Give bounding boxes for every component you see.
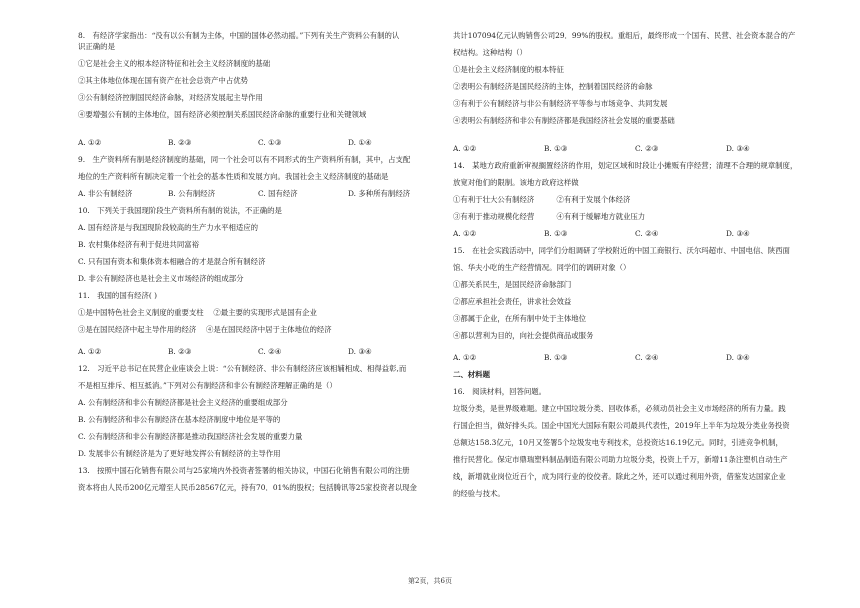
q14-stem-line-1: 14. 某地方政府重新审视搁置经济的作用，划定区域和时段让小摊贩有序经营；清理不合理的规章制度， — [453, 161, 798, 170]
q11-option-b: B. ②③ — [168, 347, 192, 356]
q14-stem-line-2: 放宽对他们的限制。该地方政府这样做 — [453, 178, 579, 187]
q16-stem: 16. 阅读材料，回答问题。 — [453, 387, 547, 396]
q8-stem-line-2: 识正确的是 — [78, 42, 115, 51]
q9-options — [78, 188, 443, 199]
q14-item-row-1: ①有利于壮大公有制经济 ②有利于发展个体经济 — [453, 195, 631, 204]
q13-option-a: A. ①② — [453, 144, 477, 153]
question-16 — [453, 386, 818, 499]
q11-stem: 11. 我国的国有经济( ) — [78, 291, 157, 300]
question-12 — [78, 363, 443, 459]
q15-stem-line-1: 15. 在社会实践活动中，同学们分组调研了学校附近的中国工商银行、沃尔玛超市、中国电信、陕西面 — [453, 246, 790, 255]
q11-item-row-1: ①是中国特色社会主义制度的重要支柱 ②最主要的实现形式是国有企业 — [78, 308, 317, 317]
left-column — [78, 30, 443, 493]
q13-stem-line-3: 共计107094亿元认购销售公司29．99%的股权。重组后，最终形成一个国有、民营、社会资本混合的产 — [453, 31, 796, 40]
q11-option-a: A. ①② — [78, 347, 102, 356]
q16-material-line-3: 总额达158.3亿元，10月又签署5个垃圾发电专利技术，总投资达16.19亿元。同时，引进竞争机制， — [453, 438, 783, 447]
q14-options — [453, 228, 818, 239]
q9-stem-line-2: 地位的生产资料所有制决定着一个社会的基本性质和发展方向。我国社会主义经济制度的基础是 — [78, 172, 389, 181]
q11-options — [78, 346, 443, 357]
question-11 — [78, 290, 443, 357]
q12-choice-a: A. 公有制经济和非公有制经济都是社会主义经济的重要组成部分 — [78, 398, 288, 407]
q10-choice-a: A. 国有经济是与我国现阶段较高的生产力水平相适应的 — [78, 223, 259, 232]
q15-options — [453, 352, 818, 363]
q13-item-3: ③有利于公有制经济与非公有制经济平等参与市场竞争、共同发展 — [453, 99, 668, 108]
q10-stem: 10. 下列关于我国现阶段生产资料所有制的说法，不正确的是 — [78, 206, 282, 215]
q8-option-d: D. ①④ — [348, 138, 372, 147]
q16-material-line-4: 推行民营化。保定市鼎瑞塑料制品制造有限公司助力垃圾分类，投资上千万，新增11条注塑机自动生产 — [453, 455, 788, 464]
q10-choice-b: B. 农村集体经济有利于促进共同富裕 — [78, 240, 199, 249]
question-9 — [78, 154, 443, 199]
q8-option-b: B. ②③ — [168, 138, 192, 147]
q12-choice-c: C. 公有制经济和非公有制经济都是推动我国经济社会发展的重要力量 — [78, 432, 303, 441]
right-column — [453, 30, 818, 499]
q12-stem-line-2: 不是相互排斥、相互抵消。”下列对公有制经济和非公有制经济理解正确的是（） — [78, 381, 337, 390]
page-number-footer: 第2页，共6页 — [408, 577, 452, 585]
q8-stem-line-1: 8. 有经济学家指出：“没有以公有制为主体，中国的国体必然动摇。”下列有关生产资料公有制的认 — [78, 31, 400, 40]
q15-item-3: ③都属于企业，在所有制中处于主体地位 — [453, 314, 587, 323]
q15-option-b: B. ①③ — [544, 353, 568, 362]
q16-material-line-2: 行国企担当，做好排头兵。国企中国光大国际有限公司最具代表性，2019年上半年为垃圾分类业务投资 — [453, 421, 790, 430]
question-13-part-2 — [453, 30, 818, 154]
q15-option-c: C. ②④ — [635, 353, 659, 362]
q13-stem-line-2: 资本将由人民币200亿元增至人民币28567亿元，持有70．01%的股权；包括腾讯等25家投资者以现金 — [78, 483, 417, 492]
q12-stem-line-1: 12. 习近平总书记在民营企业座谈会上说：“公有制经济、非公有制经济应该相辅相成、相得益彰,而 — [78, 364, 407, 373]
q16-material-line-5: 线，新增就业岗位近百个，成为同行业的佼佼者。除此之外，还可以通过利用外资，借鉴发达国家企业 — [453, 472, 786, 481]
q14-item-row-2: ③有利于推动规模化经营 ④有利于缓解地方就业压力 — [453, 212, 646, 221]
q13-option-d: D. ③④ — [726, 144, 750, 153]
q16-material-line-1: 垃圾分类，是世界级难题。建立中国垃圾分类、回收体系，必须动员社会主义市场经济的所有力量。践 — [453, 404, 786, 413]
q9-option-d: D. 多种所有制经济 — [348, 189, 411, 198]
q13-options — [453, 143, 818, 154]
q14-option-a: A. ①② — [453, 229, 477, 238]
q8-item-2: ②其主体地位体现在国有资产在社会总资产中占优势 — [78, 76, 248, 85]
question-8 — [78, 30, 443, 148]
question-14 — [453, 160, 818, 239]
q8-option-c: C. ①③ — [258, 138, 282, 147]
q8-item-1: ①它是社会主义的根本经济特征和社会主义经济制度的基础 — [78, 59, 271, 68]
q9-option-c: C. 国有经济 — [258, 189, 298, 198]
q9-stem-line-1: 9. 生产资料所有制是经济制度的基础，同一个社会可以有不同形式的生产资料所有制，其中，占支配 — [78, 155, 411, 164]
q13-item-4: ④表明公有制经济和非公有制经济都是我国经济社会发展的重要基础 — [453, 116, 675, 125]
q9-option-b: B. 公有制经济 — [168, 189, 216, 198]
q14-option-c: C. ②④ — [635, 229, 659, 238]
q8-options — [78, 137, 443, 148]
q8-item-4: ④要增强公有制的主体地位，国有经济必须控制关系国民经济命脉的重要行业和关键领域 — [78, 110, 367, 119]
q15-option-d: D. ③④ — [726, 353, 750, 362]
q8-item-3: ③公有制经济控制国民经济命脉，对经济发展起主导作用 — [78, 93, 263, 102]
q10-choice-c: C. 只有国有资本和集体资本相融合的才是混合所有制经济 — [78, 257, 266, 266]
q12-choice-d: D. 发展非公有制经济是为了更好地发挥公有制经济的主导作用 — [78, 449, 281, 458]
q8-option-a: A. ①② — [78, 138, 102, 147]
q13-stem-line-4: 权结构。这种结构（） — [453, 48, 527, 57]
q11-option-d: D. ③④ — [348, 347, 372, 356]
q15-option-a: A. ①② — [453, 353, 477, 362]
q15-stem-line-2: 馆、华夫小吃的生产经营情况。同学们的调研对象（） — [453, 263, 631, 272]
q10-choice-d: D. 非公有制经济也是社会主义市场经济的组成部分 — [78, 274, 244, 283]
question-10 — [78, 205, 443, 284]
q14-option-d: D. ③④ — [726, 229, 750, 238]
q11-item-row-2: ③是在国民经济中起主导作用的经济 ④是在国民经济中居于主体地位的经济 — [78, 325, 332, 334]
q12-choice-b: B. 公有制经济和非公有制经济在基本经济制度中地位是平等的 — [78, 415, 281, 424]
section-title-material: 二、材料题 — [453, 370, 490, 379]
q15-item-1: ①都关系民生，是国民经济命脉部门 — [453, 280, 572, 289]
q13-option-c: C. ②③ — [635, 144, 659, 153]
question-15 — [453, 245, 818, 363]
q13-option-b: B. ①③ — [544, 144, 568, 153]
q15-item-4: ④都以营利为目的，向社会提供商品或服务 — [453, 331, 594, 340]
q11-option-c: C. ②④ — [258, 347, 282, 356]
q13-stem-line-1: 13. 按照中国石化销售有限公司与25家境内外投资者签署的相关协议，中国石化销售有限公司的注册 — [78, 466, 410, 475]
q14-option-b: B. ①③ — [544, 229, 568, 238]
q15-item-2: ②都应承担社会责任，讲求社会效益 — [453, 297, 572, 306]
q13-item-2: ②表明公有制经济是国民经济的主体，控制着国民经济的命脉 — [453, 82, 653, 91]
q13-item-1: ①是社会主义经济制度的根本特征 — [453, 65, 564, 74]
q9-option-a: A. 非公有制经济 — [78, 189, 133, 198]
q16-material-line-6: 的经验与技术。 — [453, 489, 505, 498]
question-13-part-1 — [78, 465, 443, 493]
